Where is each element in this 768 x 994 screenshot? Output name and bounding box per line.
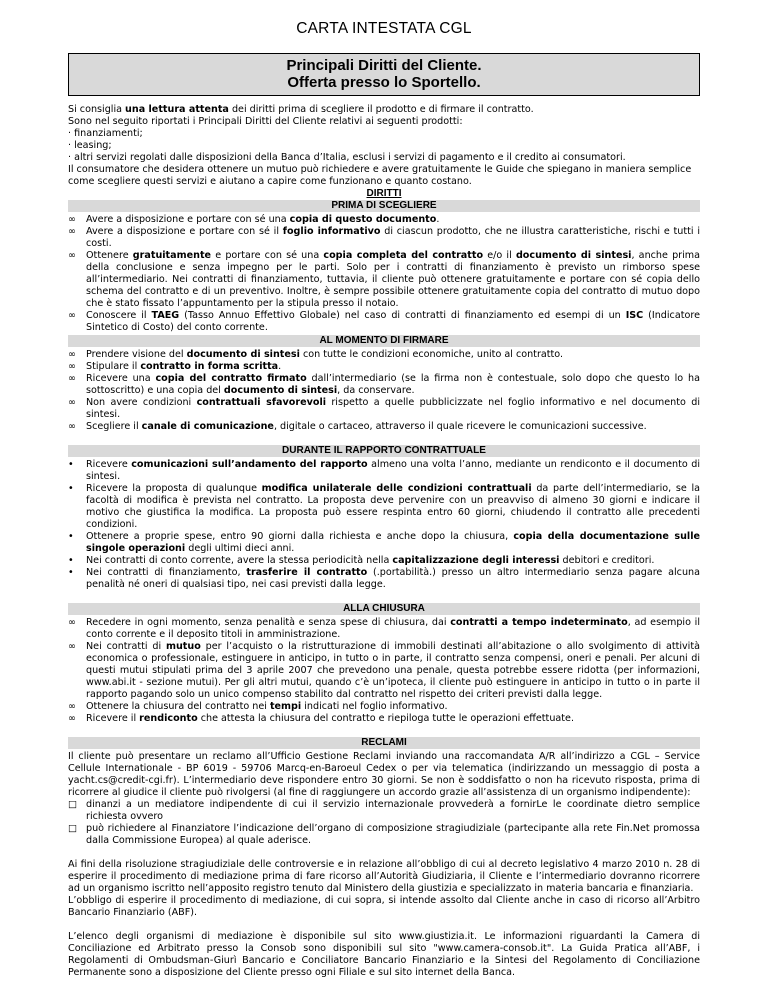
text-run: Si consiglia <box>68 104 126 115</box>
list-item <box>68 226 700 250</box>
bullet-icon: ∞ <box>68 701 76 712</box>
title-line-1: Principali Diritti del Cliente. <box>286 57 482 74</box>
text-run: debitori e creditori. <box>559 555 655 566</box>
text-run: e portare con sé una <box>211 250 324 261</box>
reclami-option <box>68 799 700 823</box>
text-run: Ricevere la proposta di qualunque <box>86 483 262 494</box>
text-run: Recedere in ogni momento, senza penalità e senza spese di chiusura, dai <box>86 617 451 628</box>
list-item <box>68 421 700 433</box>
list-item <box>68 310 700 334</box>
text-run: . <box>278 361 282 372</box>
bullet-icon: ∞ <box>68 310 76 321</box>
text-run: che attesta la chiusura del contratto e riepiloga tutte le operazioni effettuate. <box>197 713 574 724</box>
list-item <box>68 617 700 641</box>
bold-text: documento di sintesi <box>186 349 300 360</box>
bullet-icon: ∞ <box>68 397 76 408</box>
list-item <box>68 701 700 713</box>
list-item <box>68 531 700 555</box>
list-item-text <box>86 349 563 360</box>
product-item: · leasing; <box>68 140 112 151</box>
reclami-paragraph-2: Ai fini della risoluzione stragiudiziale delle controversie e in relazione all’obbligo di cui al decreto legislativo 4 marzo 2010 n. 28 di esperire il procedimento di mediazione prima di fare ricorso all’Autorità Giudiziaria, il Cliente e l’intermediario dovranno ricorrere ad un organismo iscritto nell’apposito registro tenuto dal Ministero della giustizia e specializzato in materia bancaria e finanziaria. <box>68 859 700 894</box>
reclami-options <box>68 799 700 847</box>
bold-text: TAEG <box>151 310 180 321</box>
text-run: . <box>436 214 440 225</box>
list-item <box>68 483 700 531</box>
bullet-icon: • <box>68 555 74 566</box>
reclami-paragraph-4: L’elenco degli organismi di mediazione è disponibile sul sito www.giustizia.it. Le informazioni riguardanti la Camera di Conciliazione ed Arbitrato presso la Consob sono disponibili sul sito "www.camera-consob.it". La Guida Pratica all’ABF, i Regolamenti di Ombudsman-Giurì Bancario e Conciliatore Bancario Finanziario e la Sintesi del Regolamento di Conciliazione Permanente sono a disposizione del Cliente presso ogni Filiale e sul sito internet della Banca. <box>68 931 700 978</box>
bullet-icon: ∞ <box>68 349 76 360</box>
text-run: Avere a disposizione e portare con sé una <box>86 214 290 225</box>
checkbox-icon: □ <box>68 823 78 834</box>
text-run: Stipulare il <box>86 361 141 372</box>
bold-text: copia del contratto firmato <box>155 373 307 384</box>
bold-text: foglio informativo <box>282 226 381 237</box>
bullet-icon: • <box>68 567 74 578</box>
bullet-icon: • <box>68 483 74 494</box>
text-run: Ottenere a proprie spese, entro 90 giorni dalla richiesta e anche dopo la chiusura, <box>86 531 514 542</box>
section-list <box>68 617 700 725</box>
bullet-icon: ∞ <box>68 641 76 652</box>
reclami-paragraph-3: L’obbligo di esperire il procedimento di mediazione, di cui sopra, si intende assolto dal Cliente anche in caso di ricorso all’Arbitro Bancario Finanziario (ABF). <box>68 895 700 918</box>
reclami-option <box>68 823 700 847</box>
text-run: per l’acquisto o la ristrutturazione di immobili destinati all’abitazione o allo svolgimento di attività economica o professionale, estinguere in anticipo, in tutto o in parte, il contratto senza compensi, oneri e penali. Per alcuni di questi mutui stipulati prima del 3 aprile 2007 che prevedono una penale, questa potrebbe essere ridotta (per informazioni, www.abi.it - sezione mutui). Per gli altri mutui, quando c’è un’ipoteca, il cliente può estinguere in anticipo in tutto o in parte il rapporto pagando solo un unico compenso stabilito dal contratto nel rispetto dei criteri previsti dalla legge. <box>86 641 700 700</box>
bold-text: copia della documentazione sulle singole operazioni <box>86 531 700 554</box>
text-run: Prendere visione del <box>86 349 187 360</box>
bullet-icon: ∞ <box>68 713 76 724</box>
list-item-text <box>86 310 700 333</box>
text-run: rispetto a quelle pubblicizzate nel foglio informativo e nel documento di sintesi. <box>86 397 700 420</box>
intro-paragraph-3: Il consumatore che desidera ottenere un mutuo può richiedere e avere gratuitamente le Guide che spiegano in maniera semplice come scegliere questi servizi e aiutano a capire come funzionano e quanto costano. <box>68 164 692 187</box>
text-run: degli ultimi dieci anni. <box>185 543 295 554</box>
bullet-icon: ∞ <box>68 373 76 384</box>
letterhead: CARTA INTESTATA CGL <box>296 20 472 37</box>
bold-text: comunicazioni sull’andamento del rapporto <box>131 459 368 470</box>
bold-text: una lettura attenta <box>125 104 229 115</box>
bullet-icon: ∞ <box>68 421 76 432</box>
list-item <box>68 349 700 361</box>
title-line-2: Offerta presso lo Sportello. <box>287 74 481 91</box>
text-run: Ricevere il <box>86 713 140 724</box>
text-run: dall’intermediario (se la firma non è contestuale, solo dopo che questo lo ha sottoscritto) e una copia del <box>86 373 700 396</box>
list-item-text <box>86 214 439 225</box>
list-item <box>68 373 700 397</box>
list-item-text <box>86 555 654 566</box>
bold-text: copia completa del contratto <box>323 250 484 261</box>
section-durante <box>68 445 700 591</box>
section-heading: RECLAMI <box>68 737 700 749</box>
section-list <box>68 349 700 433</box>
text-run: , da conservare. <box>337 385 415 396</box>
list-item <box>68 214 700 226</box>
list-item-text <box>86 641 700 700</box>
bold-text: documento di sintesi <box>515 250 632 261</box>
section-chiusura <box>68 603 700 725</box>
list-item-text <box>86 226 700 249</box>
bold-text: modifica unilaterale delle condizioni contrattuali <box>261 483 532 494</box>
section-heading: DURANTE IL RAPPORTO CONTRATTUALE <box>68 445 700 457</box>
text-run: Ottenere la chiusura del contratto nei <box>86 701 270 712</box>
text-run: , digitale o cartaceo, attraverso il quale ricevere le comunicazioni successive. <box>273 421 647 432</box>
bullet-icon: ∞ <box>68 226 76 237</box>
list-item-text <box>86 397 700 420</box>
list-item <box>68 361 700 373</box>
checkbox-icon: □ <box>68 799 78 810</box>
bullet-icon: ∞ <box>68 214 76 225</box>
text-run: e/o il <box>483 250 516 261</box>
document-page <box>68 20 700 979</box>
bullet-icon: ∞ <box>68 361 76 372</box>
text-run: Nei contratti di conto corrente, avere la stessa periodicità nella <box>86 555 393 566</box>
section-heading: AL MOMENTO DI FIRMARE <box>68 335 700 347</box>
bullet-icon: ∞ <box>68 617 76 628</box>
text-run: almeno una volta l’anno, mediante un rendiconto e il documento di sintesi. <box>86 459 700 482</box>
bullet-icon: ∞ <box>68 250 76 261</box>
section-prima <box>68 200 700 334</box>
text-run: dei diritti prima di scegliere il prodotto e di firmare il contratto. <box>228 104 534 115</box>
text-run: , ad esempio il conto corrente e il deposito titoli in amministrazione. <box>86 617 701 640</box>
bold-text: tempi <box>269 701 302 712</box>
bold-text: contratti a tempo indeterminato <box>450 617 628 628</box>
text-run: Ricevere una <box>86 373 156 384</box>
section-heading: ALLA CHIUSURA <box>68 603 700 615</box>
text-run: (.portabilità.) presso un altro intermediario senza pagare alcuna penalità né oneri di qualsiasi tipo, nei casi previsti dalla legge. <box>86 567 700 590</box>
intro <box>68 104 700 188</box>
text-run: Conoscere il <box>86 310 152 321</box>
list-item <box>68 397 700 421</box>
list-item-text <box>86 567 700 590</box>
text-run: Non avere condizioni <box>86 397 197 408</box>
text-run: Avere a disposizione e portare con sé il <box>86 226 283 237</box>
text-run: Nei contratti di <box>86 641 166 652</box>
list-item-text <box>86 617 700 640</box>
bold-text: capitalizzazione degli interessi <box>392 555 560 566</box>
text-run: da parte dell’intermediario, se la facoltà di modifica è prevista nel contratto. La proposta deve pervenire con un preavviso di almeno 30 giorni e indicare il motivo che giustifica la modifica. La proposta può essere respinta entro 60 giorni, chiudendo il contratto alle precedenti condizioni. <box>86 483 701 530</box>
bold-text: gratuitamente <box>132 250 212 261</box>
text-run: di ciascun prodotto, che ne illustra caratteristiche, rischi e tutti i costi. <box>86 226 700 249</box>
list-item <box>68 459 700 483</box>
list-item-text <box>86 531 700 554</box>
product-item: · finanziamenti; <box>68 128 143 139</box>
list-item <box>68 713 700 725</box>
section-reclami <box>68 737 700 979</box>
list-item <box>68 555 700 567</box>
intro-paragraph-1 <box>68 104 700 116</box>
list-item-text <box>86 701 448 712</box>
text-run: Ricevere <box>86 459 132 470</box>
list-item-text <box>86 373 700 396</box>
list-item-text <box>86 713 574 724</box>
section-list <box>68 214 700 334</box>
bold-text: copia di questo documento <box>289 214 437 225</box>
section-heading: PRIMA DI SCEGLIERE <box>68 200 700 212</box>
bold-text: rendiconto <box>139 713 198 724</box>
product-item: · altri servizi regolati dalle disposizioni della Banca d’Italia, esclusi i servizi di pagamento e il credito ai consumatori. <box>68 152 626 163</box>
text-run: Nei contratti di finanziamento, <box>86 567 247 578</box>
list-item-text <box>86 250 700 309</box>
bullet-icon: • <box>68 531 74 542</box>
list-item-text <box>86 483 700 530</box>
bold-text: contratto in forma scritta <box>140 361 279 372</box>
text-run: , anche prima della conclusione e senza impegno per le parti. Solo per i contratti di finanziamento è previsto un rimborso spese all’intermediario. Nei contratti di finanziamento, tuttavia, il cliente può ottenere gratuitamente e portare con sé copia dello schema del contratto e di un preventivo. Inoltre, è sempre possibile ottenere gratuitamente copia del contratto di mutuo dopo che è stato fissato l’appuntamento per la stipula presso il notaio. <box>86 250 701 309</box>
bullet-icon: • <box>68 459 74 470</box>
bold-text: documento di sintesi <box>223 385 338 396</box>
list-item <box>68 567 700 591</box>
bold-text: trasferire il contratto <box>246 567 368 578</box>
text-run: indicati nel foglio informativo. <box>301 701 448 712</box>
list-item <box>68 641 700 701</box>
bold-text: contrattuali sfavorevoli <box>196 397 327 408</box>
reclami-paragraph-1: Il cliente può presentare un reclamo all’Ufficio Gestione Reclami inviando una raccomandata A/R all’indirizzo a CGL – Service Cellule Internationale - BP 6019 - 59706 Marcq-en-Baroeul Cedex o per via telematica (indirizzando un messaggio di posta a yacht.cs@credit-cgi.fr). L’intermediario deve rispondere entro 30 giorni. Se non è soddisfatto o non ha ricevuto risposta, prima di ricorrere al giudice il cliente può rivolgersi (al fine di raggiungere un accordo grazie all’assistenza di un organismo indipendente): <box>68 751 700 798</box>
title-box <box>68 53 700 96</box>
text-run: (Tasso Annuo Effettivo Globale) nel caso di contratti di finanziamento ed esempi di un <box>179 310 626 321</box>
bold-text: canale di comunicazione <box>141 421 274 432</box>
bold-text: mutuo <box>165 641 201 652</box>
reclami-option-text: può richiedere al Finanziatore l’indicazione dell’organo di composizione stragiudiziale (partecipante alla rete Fin.Net promossa dalla Commissione Europea) al quale aderisce. <box>86 823 700 846</box>
list-item <box>68 250 700 310</box>
text-run: con tutte le condizioni economiche, unito al contratto. <box>299 349 564 360</box>
list-item-text <box>86 361 281 372</box>
section-firmare <box>68 335 700 433</box>
section-list <box>68 459 700 591</box>
bold-text: ISC <box>625 310 644 321</box>
text-run: Scegliere il <box>86 421 142 432</box>
list-item-text <box>86 459 700 482</box>
intro-paragraph-2: Sono nel seguito riportati i Principali Diritti del Cliente relativi ai seguenti prodotti: <box>68 116 463 127</box>
diritti-heading: DIRITTI <box>366 188 402 199</box>
reclami-option-text: dinanzi a un mediatore indipendente di cui il servizio internazionale provvederà a fornirLe le coordinate dietro semplice richiesta ovvero <box>86 799 700 822</box>
text-run: (Indicatore Sintetico di Costo) del conto corrente. <box>86 310 700 333</box>
text-run: Ottenere <box>86 250 133 261</box>
list-item-text <box>86 421 647 432</box>
